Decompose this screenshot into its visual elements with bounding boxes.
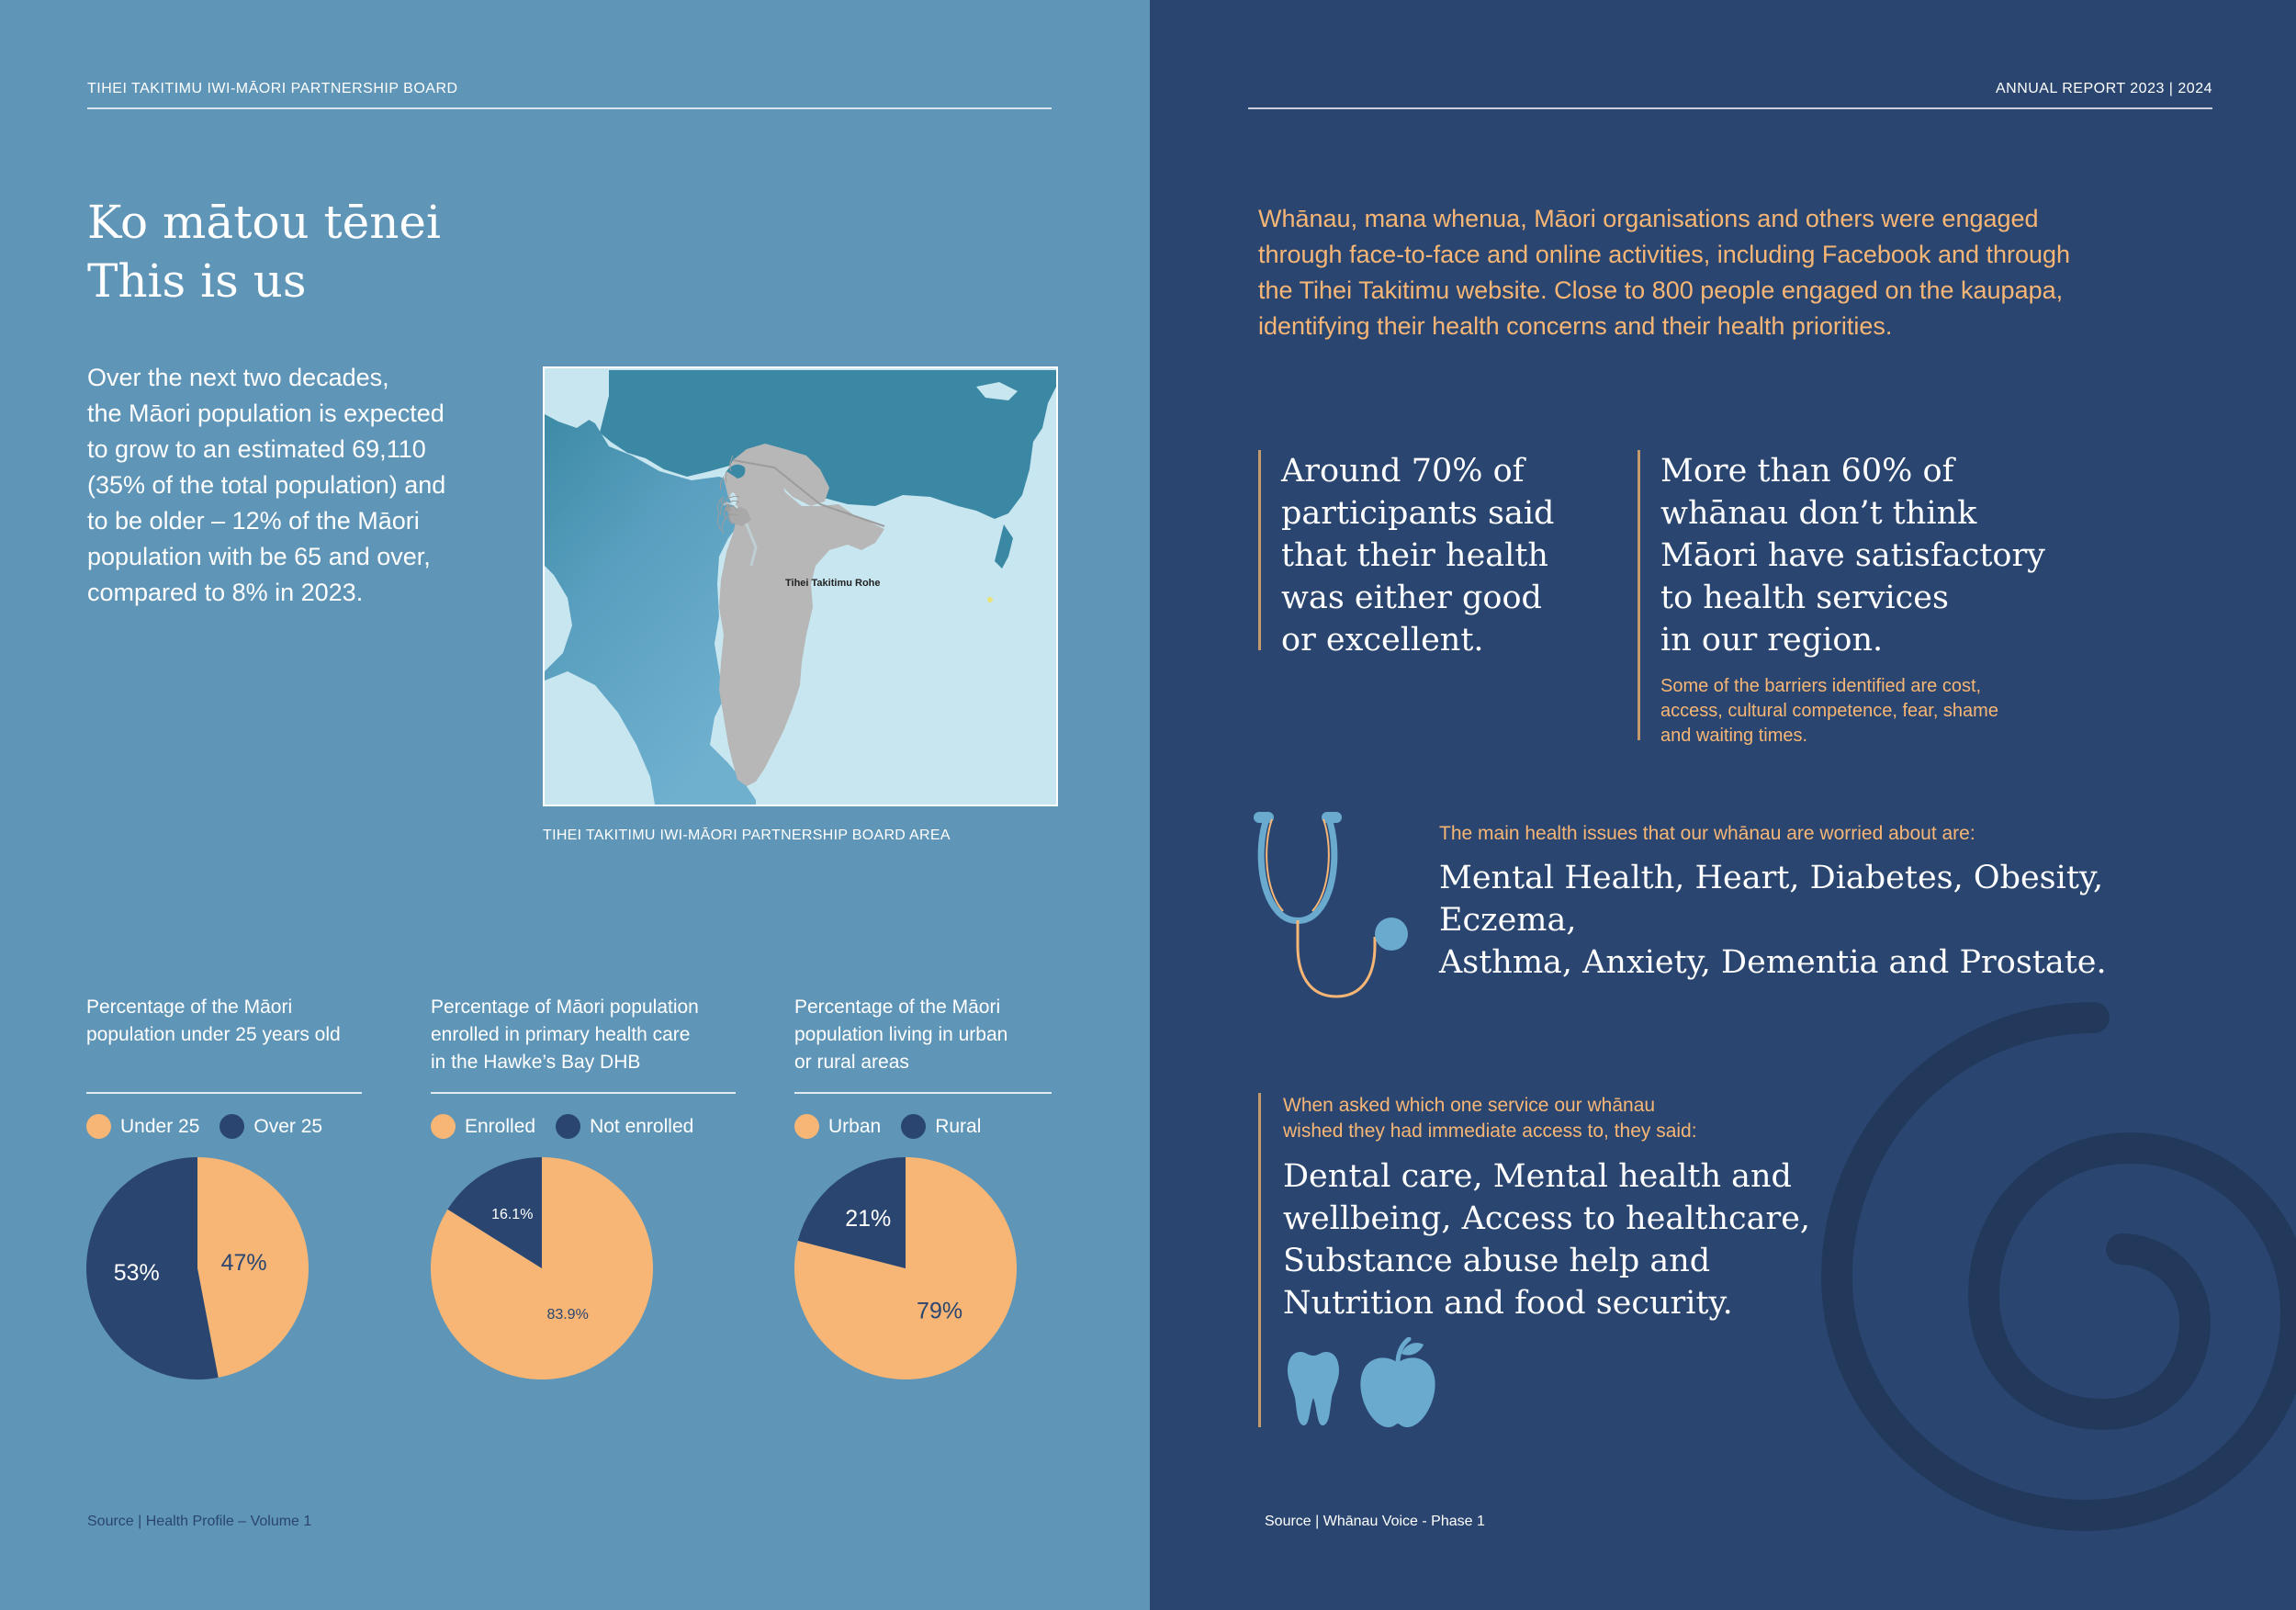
- left-source-note: Source | Health Profile – Volume 1: [87, 1514, 312, 1529]
- chart-urban-rural: [794, 994, 1007, 1076]
- chart-title: [86, 994, 341, 1049]
- lead-line: identifying their health concerns and their health priorities.: [1258, 312, 1893, 340]
- stat-line: was either good: [1281, 580, 1542, 616]
- stat-line: to health services: [1660, 580, 1949, 616]
- chart-title-line: Percentage of Māori population: [431, 996, 699, 1018]
- intro-line: the Māori population is expected: [87, 400, 445, 427]
- chart-legend-urban-rural: [794, 1114, 1001, 1139]
- map-graphic: [545, 368, 1056, 805]
- pie-chart-urban-rural: [794, 1157, 1017, 1379]
- legend-swatch: [86, 1114, 111, 1139]
- chart-title-line: population living in urban: [794, 1024, 1008, 1045]
- stat-line: or excellent.: [1281, 622, 1484, 659]
- header-divider: [1248, 107, 2212, 109]
- legend-swatch: [901, 1114, 926, 1139]
- chart-enrolled: [431, 994, 699, 1076]
- chart-title-line: or rural areas: [794, 1052, 909, 1073]
- issues-intro: The main health issues that our whānau are worried about are:: [1439, 823, 1975, 844]
- apple-icon: [1359, 1337, 1436, 1429]
- chart-title-line: population under 25 years old: [86, 1024, 341, 1045]
- chart-title-line: Percentage of the Māori: [86, 996, 293, 1018]
- barriers-note: [1660, 674, 2097, 749]
- stat-line: Māori have satisfactory: [1660, 537, 2045, 574]
- stat-text: [1281, 450, 1589, 661]
- note-line: and waiting times.: [1660, 726, 1808, 746]
- pie-data-label: 53%: [113, 1259, 160, 1286]
- service-intro: [1283, 1093, 1846, 1144]
- lead-line: Whānau, mana whenua, Māori organisations and others were engaged: [1258, 205, 2039, 232]
- engagement-paragraph: [1258, 201, 2195, 344]
- legend-label: Urban: [828, 1115, 882, 1137]
- stat-health-services: [1638, 450, 2097, 746]
- stat-line: in our region.: [1660, 622, 1884, 659]
- pie-data-label: 16.1%: [491, 1207, 534, 1223]
- legend-swatch: [431, 1114, 456, 1139]
- chart-title-line: in the Hawke’s Bay DHB: [431, 1052, 641, 1073]
- chart-divider: [431, 1092, 736, 1094]
- intro-line: compared to 8% in 2023.: [87, 579, 364, 606]
- stat-line: whānau don’t think: [1660, 495, 1977, 532]
- legend-item: [901, 1114, 981, 1139]
- service-intro-line: When asked which one service our whānau: [1283, 1095, 1656, 1116]
- legend-item: [794, 1114, 881, 1139]
- chart-divider: [86, 1092, 362, 1094]
- chart-title: [794, 994, 1007, 1076]
- legend-swatch: [219, 1114, 244, 1139]
- chart-title-line: enrolled in primary health care: [431, 1024, 691, 1045]
- note-line: Some of the barriers identified are cost,: [1660, 676, 1982, 696]
- pie-chart-under-25: [86, 1157, 309, 1379]
- spiral-decoration-icon: [1818, 1001, 2296, 1543]
- stat-health-rating: [1258, 450, 1589, 659]
- pie-chart-enrolled: [431, 1157, 653, 1379]
- intro-paragraph: [87, 360, 510, 611]
- pie-data-label: 47%: [220, 1249, 267, 1276]
- stat-line: Around 70% of: [1281, 453, 1525, 490]
- legend-label: Not enrolled: [590, 1115, 694, 1137]
- legend-label: Rural: [935, 1115, 982, 1137]
- stethoscope-icon: [1254, 808, 1419, 1001]
- map-marker: [987, 597, 993, 602]
- intro-line: to be older – 12% of the Māori: [87, 507, 420, 535]
- pie-data-label: 21%: [845, 1206, 892, 1233]
- stat-line: More than 60% of: [1660, 453, 1954, 490]
- intro-line: population with be 65 and over,: [87, 543, 431, 570]
- header-divider: [87, 107, 1052, 109]
- right-page-header: ANNUAL REPORT 2023 | 2024: [1995, 81, 2212, 96]
- service-line: Substance abuse help and: [1283, 1243, 1711, 1279]
- service-list: [1283, 1155, 1846, 1324]
- legend-item: [219, 1114, 322, 1139]
- legend-item: [431, 1114, 535, 1139]
- service-line: Dental care, Mental health and: [1283, 1158, 1792, 1195]
- right-source-note: Source | Whānau Voice - Phase 1: [1265, 1514, 1485, 1529]
- service-line: Nutrition and food security.: [1283, 1285, 1733, 1322]
- lead-line: through face-to-face and online activities, including Facebook and through: [1258, 241, 2071, 268]
- map-caption: TIHEI TAKITIMU IWI-MĀORI PARTNERSHIP BOARD AREA: [543, 828, 951, 843]
- intro-line: Over the next two decades,: [87, 364, 389, 391]
- chart-legend-enrolled: [431, 1114, 714, 1139]
- legend-label: Enrolled: [465, 1115, 536, 1137]
- legend-label: Over 25: [253, 1115, 323, 1137]
- stat-line: that their health: [1281, 537, 1548, 574]
- legend-label: Under 25: [120, 1115, 200, 1137]
- chart-legend-under-25: [86, 1114, 343, 1139]
- legend-item: [556, 1114, 693, 1139]
- tooth-icon: [1288, 1350, 1339, 1427]
- intro-line: (35% of the total population) and: [87, 471, 446, 499]
- lead-line: the Tihei Takitimu website. Close to 800 people engaged on the kaupapa,: [1258, 276, 2064, 304]
- region-map: [543, 366, 1058, 806]
- intro-line: to grow to an estimated 69,110: [87, 435, 426, 463]
- service-line: wellbeing, Access to healthcare,: [1283, 1200, 1811, 1237]
- issues-line: Asthma, Anxiety, Dementia and Prostate.: [1439, 944, 2107, 981]
- legend-item: [86, 1114, 199, 1139]
- stat-line: participants said: [1281, 495, 1555, 532]
- note-line: access, cultural competence, fear, shame: [1660, 701, 1998, 721]
- chart-title-line: Percentage of the Māori: [794, 996, 1001, 1018]
- issues-line: Mental Health, Heart, Diabetes, Obesity, Eczema,: [1439, 860, 2104, 939]
- chart-divider: [794, 1092, 1052, 1094]
- pie-data-label: 79%: [917, 1298, 963, 1324]
- health-issues-list: [1439, 857, 2229, 984]
- stat-text: [1660, 450, 2097, 661]
- pie-data-label: 83.9%: [546, 1307, 589, 1323]
- service-priority-block: [1258, 1093, 1846, 1427]
- service-intro-line: wished they had immediate access to, they said:: [1283, 1120, 1697, 1142]
- title-maori: Ko mātou tēnei: [87, 196, 441, 249]
- map-label: Tihei Takitimu Rohe: [785, 578, 881, 589]
- legend-swatch: [556, 1114, 580, 1139]
- map-east-island: [990, 520, 999, 529]
- page-title: [87, 193, 441, 310]
- left-page-header: TIHEI TAKITIMU IWI-MĀORI PARTNERSHIP BOARD: [87, 81, 458, 96]
- title-english: This is us: [87, 254, 307, 308]
- chart-title: [431, 994, 699, 1076]
- chart-under-25: [86, 994, 341, 1049]
- legend-swatch: [794, 1114, 819, 1139]
